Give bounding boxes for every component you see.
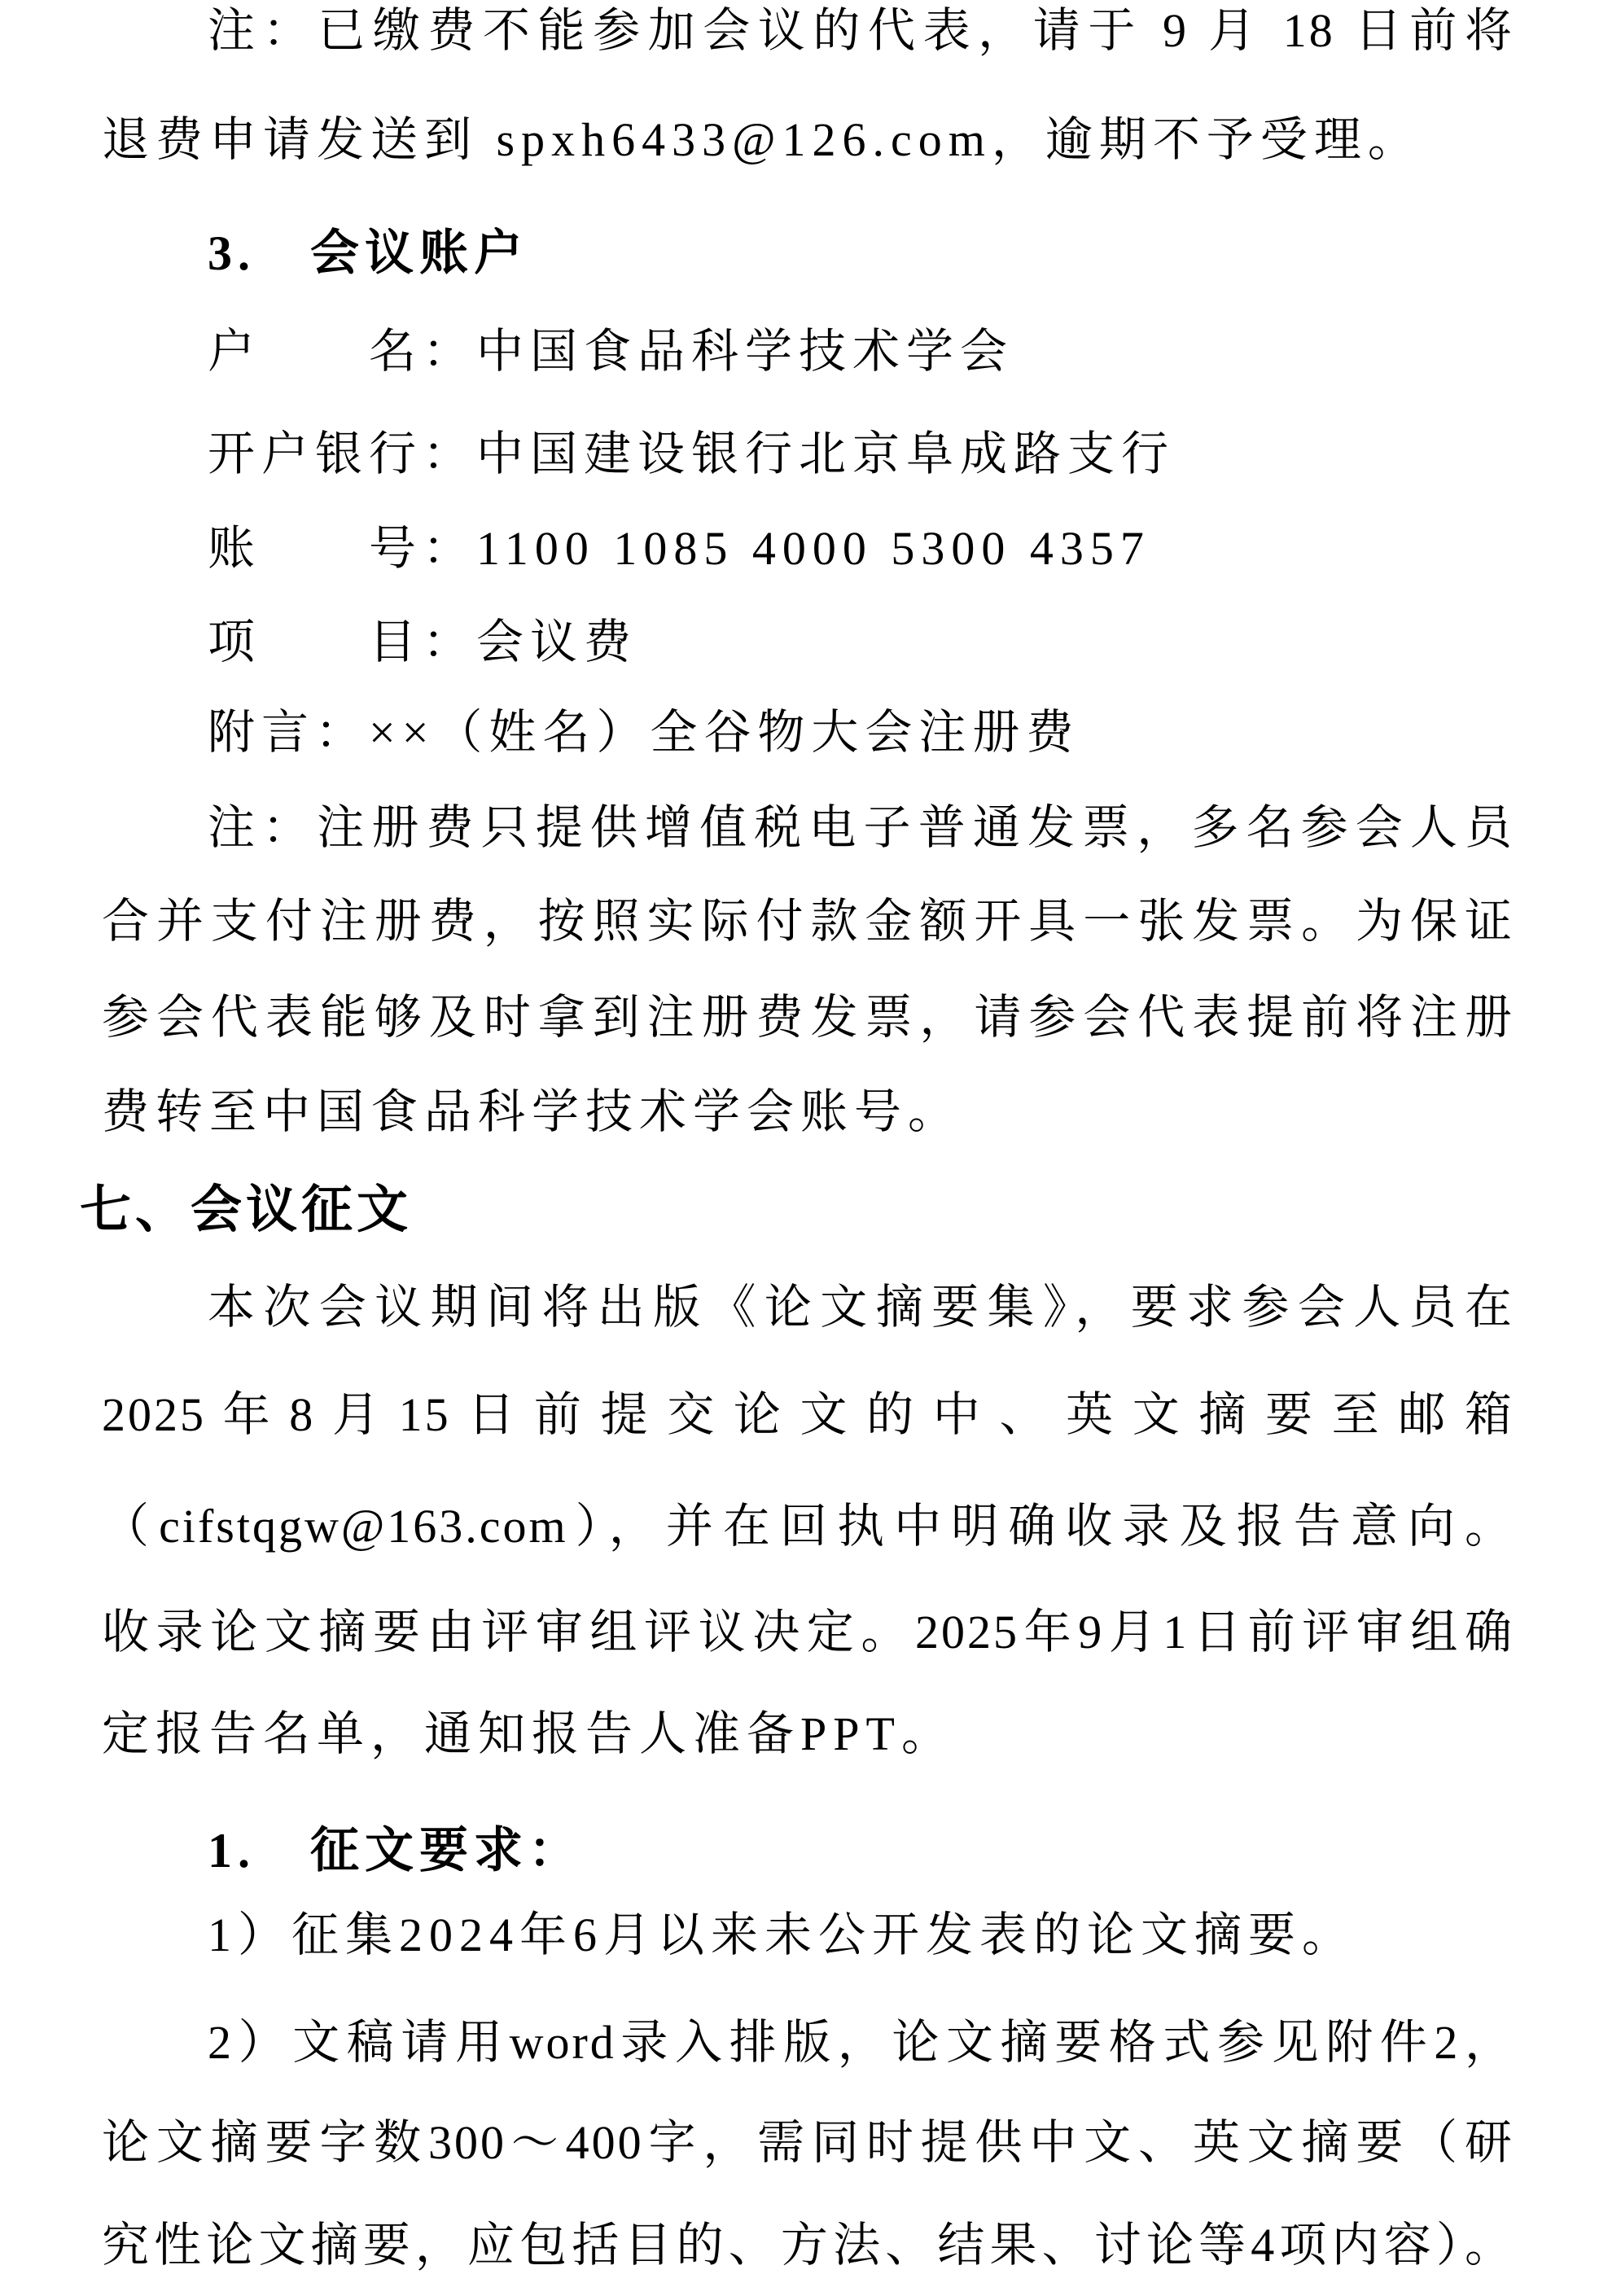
account-item: 项 目：会议费 [208,616,638,668]
requirement-2-line-2: 论文摘要字数300～400字，需同时提供中文、英文摘要（研 [102,2116,1514,2169]
cfp-intro-line-4: 收录论文摘要由评审组评议决定。2025年9月1日前评审组确 [102,1606,1514,1658]
account-number: 账 号：1100 1085 4000 5300 4357 [208,522,1150,575]
cfp-intro-line-1: 本次会议期间将出版《论文摘要集》，要求参会人员在 [208,1281,1514,1334]
invoice-note-line-2: 合并支付注册费，按照实际付款金额开具一张发票。为保证 [102,895,1514,948]
account-bank: 开户银行：中国建设银行北京阜成路支行 [208,427,1176,480]
account-name: 户 名：中国食品科学技术学会 [208,325,1014,378]
cfp-intro-line-2: 2025年8月15日前提交论文的中、英文摘要至邮箱 [102,1388,1514,1441]
cfp-intro-line-3: （cifstqgw@163.com），并在回执中明确收录及报告意向。 [102,1500,1514,1553]
heading-call-for-papers: 七、会议征文 [80,1181,412,1238]
refund-note-line-2: 退费申请发送到 spxh6433@126.com，逾期不予受理。 [102,113,1422,166]
requirement-1: 1）征集2024年6月以来未公开发表的论文摘要。 [208,1908,1356,1961]
invoice-note-line-1: 注：注册费只提供增值税电子普通发票，多名参会人员 [208,801,1514,854]
subheading-conference-account: 3. 会议账户 [208,226,528,280]
account-memo: 附言：××（姓名）全谷物大会注册费 [208,706,1080,759]
requirement-2-line-1: 2）文稿请用word录入排版，论文摘要格式参见附件2， [208,2016,1514,2069]
invoice-note-line-3: 参会代表能够及时拿到注册费发票，请参会代表提前将注册 [102,991,1514,1044]
requirement-2-line-3: 究性论文摘要，应包括目的、方法、结果、讨论等4项内容）。 [102,2219,1514,2272]
refund-note-line-1: 注：已缴费不能参加会议的代表，请于 9 月 18 日前将 [208,4,1514,57]
subheading-requirements: 1. 征文要求： [208,1824,583,1878]
cfp-intro-line-5: 定报告名单，通知报告人准备PPT。 [102,1707,955,1760]
invoice-note-line-4: 费转至中国食品科学技术学会账号。 [102,1085,962,1138]
